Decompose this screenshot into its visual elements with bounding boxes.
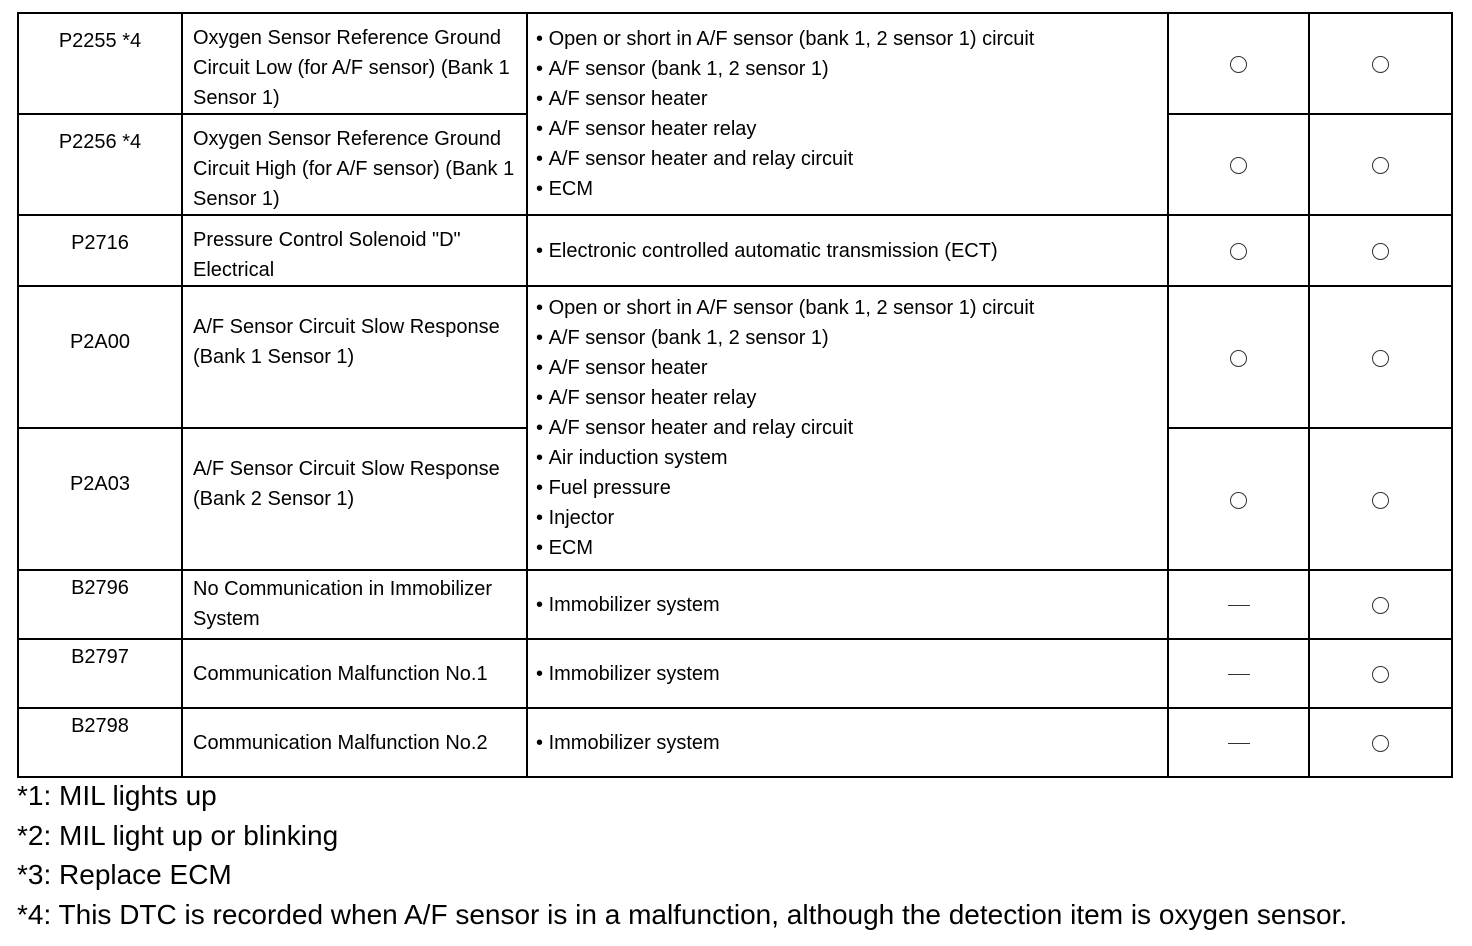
trouble-area	[527, 639, 1168, 708]
circle-icon	[1230, 243, 1247, 260]
mil-cell	[1168, 428, 1309, 570]
trouble-area-item: • ECM	[536, 174, 1159, 204]
mil-cell	[1168, 215, 1309, 286]
table-row	[18, 708, 1452, 777]
table-row	[18, 570, 1452, 639]
detection-item: Communication Malfunction No.1	[182, 639, 527, 708]
dash-icon	[1228, 674, 1250, 675]
mil-cell	[1168, 570, 1309, 639]
trouble-area-item: • Immobilizer system	[536, 659, 1159, 689]
trouble-area-item: • A/F sensor heater	[536, 84, 1159, 114]
table-row	[18, 639, 1452, 708]
memory-cell	[1309, 215, 1452, 286]
detection-item: No Communication in Immobilizer System	[182, 570, 527, 639]
circle-icon	[1372, 157, 1389, 174]
circle-icon	[1230, 492, 1247, 509]
memory-cell	[1309, 570, 1452, 639]
trouble-area-item: • Open or short in A/F sensor (bank 1, 2 sensor 1) circuit	[536, 24, 1159, 54]
trouble-area-item: • A/F sensor heater and relay circuit	[536, 144, 1159, 174]
trouble-area-item: • Open or short in A/F sensor (bank 1, 2 sensor 1) circuit	[536, 293, 1159, 323]
memory-cell	[1309, 286, 1452, 428]
trouble-area-item: • A/F sensor heater relay	[536, 383, 1159, 413]
trouble-area	[527, 570, 1168, 639]
mil-cell	[1168, 639, 1309, 708]
trouble-area-item: • Air induction system	[536, 443, 1159, 473]
dtc-code: P2256 *4	[18, 114, 182, 215]
dash-icon	[1228, 743, 1250, 744]
dtc-code: P2255 *4	[18, 13, 182, 114]
table-row	[18, 286, 1452, 428]
trouble-area-item: • Fuel pressure	[536, 473, 1159, 503]
circle-icon	[1372, 666, 1389, 683]
dtc-code: B2796	[18, 570, 182, 639]
trouble-area-item: • Injector	[536, 503, 1159, 533]
dtc-code: B2798	[18, 708, 182, 777]
dtc-code: P2716	[18, 215, 182, 286]
footnotes	[17, 776, 1347, 934]
trouble-area-item: • Electronic controlled automatic transmission (ECT)	[536, 236, 1159, 266]
circle-icon	[1372, 597, 1389, 614]
table-row	[18, 215, 1452, 286]
mil-cell	[1168, 114, 1309, 215]
trouble-area-item: • A/F sensor (bank 1, 2 sensor 1)	[536, 54, 1159, 84]
dtc-code: B2797	[18, 639, 182, 708]
mil-cell	[1168, 708, 1309, 777]
footnote: *2: MIL light up or blinking	[17, 819, 339, 851]
footnote: *1: MIL lights up	[17, 780, 217, 811]
circle-icon	[1372, 243, 1389, 260]
trouble-area	[527, 286, 1168, 570]
detection-item: Oxygen Sensor Reference Ground Circuit Low (for A/F sensor) (Bank 1 Sensor 1)	[182, 13, 527, 114]
trouble-area	[527, 13, 1168, 215]
trouble-area-item: • A/F sensor heater relay	[536, 114, 1159, 144]
trouble-area-item: • Immobilizer system	[536, 728, 1159, 758]
dtc-code: P2A03	[18, 428, 182, 570]
circle-icon	[1230, 56, 1247, 73]
dtc-code: P2A00	[18, 286, 182, 428]
trouble-area-item: • Immobilizer system	[536, 590, 1159, 620]
footnote: *4: This DTC is recorded when A/F sensor is in a malfunction, although the detection item is oxygen sensor.	[17, 898, 1348, 930]
mil-cell	[1168, 13, 1309, 114]
memory-cell	[1309, 114, 1452, 215]
trouble-area	[527, 215, 1168, 286]
dtc-table	[17, 12, 1453, 778]
circle-icon	[1230, 350, 1247, 367]
trouble-area-item: • A/F sensor (bank 1, 2 sensor 1)	[536, 323, 1159, 353]
memory-cell	[1309, 708, 1452, 777]
memory-cell	[1309, 13, 1452, 114]
detection-item: Communication Malfunction No.2	[182, 708, 527, 777]
detection-item: Oxygen Sensor Reference Ground Circuit High (for A/F sensor) (Bank 1 Sensor 1)	[182, 114, 527, 215]
circle-icon	[1230, 157, 1247, 174]
footnote: *3: Replace ECM	[17, 859, 232, 890]
trouble-area-item: • A/F sensor heater	[536, 353, 1159, 383]
trouble-area	[527, 708, 1168, 777]
table-row	[18, 13, 1452, 114]
dash-icon	[1228, 605, 1250, 606]
circle-icon	[1372, 492, 1389, 509]
detection-item: A/F Sensor Circuit Slow Response (Bank 2 Sensor 1)	[182, 428, 527, 570]
detection-item: A/F Sensor Circuit Slow Response (Bank 1 Sensor 1)	[182, 286, 527, 428]
memory-cell	[1309, 639, 1452, 708]
trouble-area-item: • ECM	[536, 533, 1159, 563]
memory-cell	[1309, 428, 1452, 570]
mil-cell	[1168, 286, 1309, 428]
detection-item: Pressure Control Solenoid "D" Electrical	[182, 215, 527, 286]
circle-icon	[1372, 56, 1389, 73]
trouble-area-item: • A/F sensor heater and relay circuit	[536, 413, 1159, 443]
circle-icon	[1372, 350, 1389, 367]
circle-icon	[1372, 735, 1389, 752]
